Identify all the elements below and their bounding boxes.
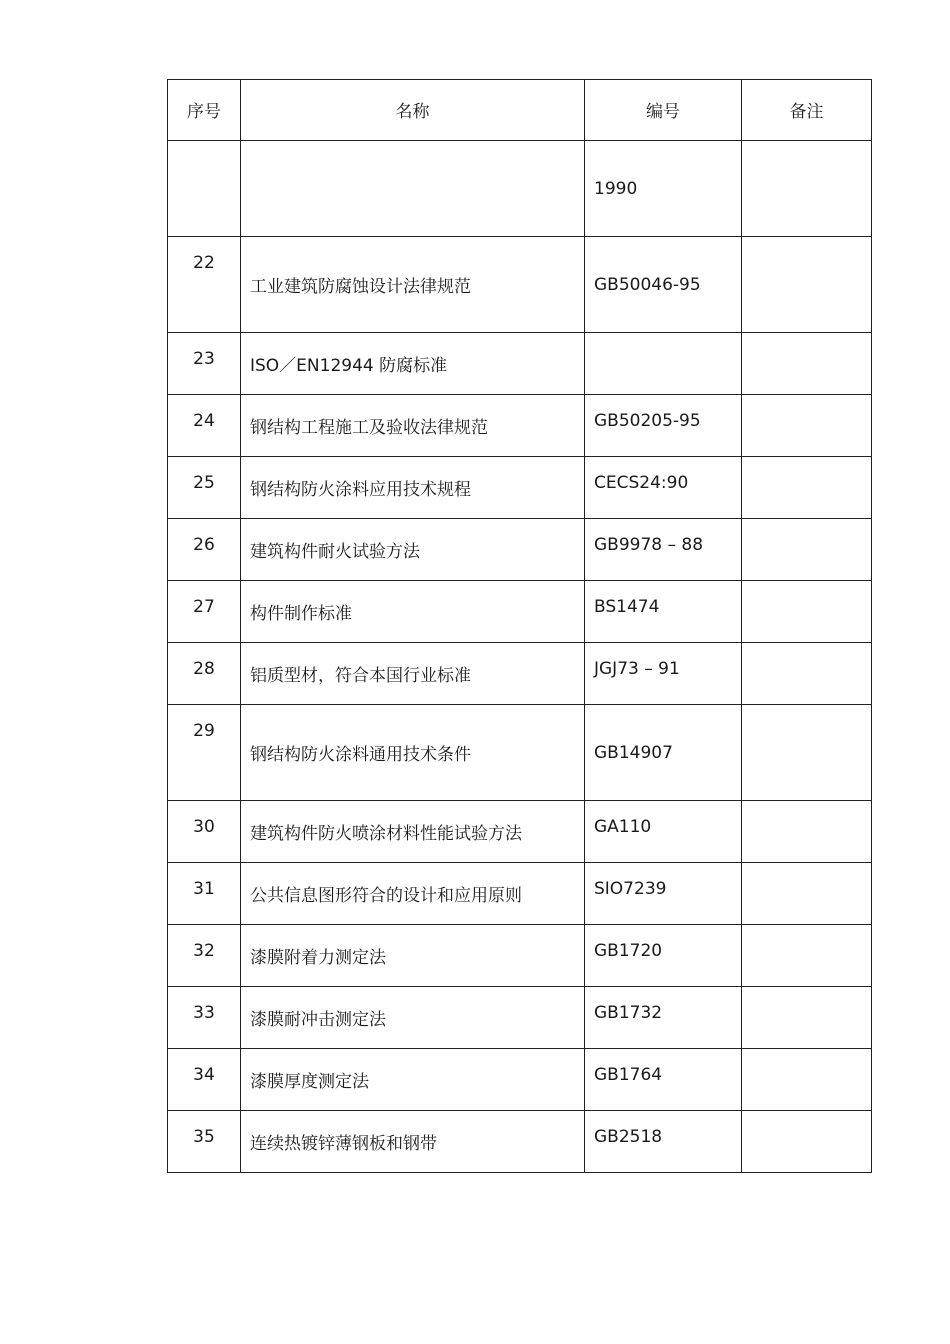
row-code: CECS24:90 (594, 473, 689, 493)
row-no: 30 (193, 817, 215, 837)
table-row (168, 705, 872, 801)
table-row (168, 395, 872, 457)
row-no: 35 (193, 1127, 215, 1147)
header-name: 名称 (241, 80, 585, 141)
row-name: 钢结构防火涂料应用技术规程 (250, 480, 471, 500)
row-name: 铝质型材，符合本国行业标准 (250, 666, 471, 686)
row-no: 22 (193, 253, 215, 273)
row-code: GB14907 (594, 743, 673, 763)
row-no: 33 (193, 1003, 215, 1023)
row-no: 25 (193, 473, 215, 493)
row-no: 34 (193, 1065, 215, 1085)
row-code: GB50046-95 (594, 275, 701, 295)
row-no: 32 (193, 941, 215, 961)
row-name: 建筑构件防火喷涂材料性能试验方法 (250, 824, 522, 844)
row-code: GB9978 – 88 (594, 535, 704, 555)
row-code: BS1474 (594, 597, 660, 617)
row-code: GA110 (594, 817, 652, 837)
row-no: 23 (193, 349, 215, 369)
row-name: 建筑构件耐火试验方法 (250, 542, 420, 562)
table-row (168, 801, 872, 863)
table-row (168, 519, 872, 581)
row-name: 漆膜厚度测定法 (250, 1072, 369, 1092)
row-code: JGJ73 – 91 (594, 659, 680, 679)
row-no: 28 (193, 659, 215, 679)
row-code: 1990 (594, 179, 638, 199)
standards-table (167, 79, 872, 1173)
row-no: 24 (193, 411, 215, 431)
row-no: 29 (193, 721, 215, 741)
row-name: 工业建筑防腐蚀设计法律规范 (250, 277, 471, 297)
row-name: 漆膜耐冲击测定法 (250, 1010, 386, 1030)
row-name: 钢结构工程施工及验收法律规范 (250, 418, 488, 438)
row-code: GB1720 (594, 941, 663, 961)
row-no: 27 (193, 597, 215, 617)
table-row (168, 141, 872, 237)
table-row (168, 1049, 872, 1111)
table-row (168, 1111, 872, 1173)
table-header-row (168, 80, 872, 141)
header-no: 序号 (168, 80, 241, 141)
table-row (168, 333, 872, 395)
table-row (168, 643, 872, 705)
row-no: 31 (193, 879, 215, 899)
row-name: 漆膜附着力测定法 (250, 948, 386, 968)
table-row (168, 237, 872, 333)
row-name: 连续热镀锌薄钢板和钢带 (250, 1134, 437, 1154)
row-code: GB50205-95 (594, 411, 701, 431)
row-name: 钢结构防火涂料通用技术条件 (250, 745, 471, 765)
table-row (168, 457, 872, 519)
row-name: 公共信息图形符合的设计和应用原则 (250, 886, 522, 906)
table-row (168, 581, 872, 643)
header-note: 备注 (742, 80, 872, 141)
row-code: GB1732 (594, 1003, 663, 1023)
row-code (585, 333, 741, 349)
row-code: SIO7239 (594, 879, 667, 899)
table-row (168, 925, 872, 987)
row-name: 构件制作标准 (250, 604, 352, 624)
row-name: ISO／EN12944 防腐标准 (250, 356, 448, 376)
table-row (168, 863, 872, 925)
row-no: 26 (193, 535, 215, 555)
row-name (241, 141, 584, 176)
header-code: 编号 (585, 80, 742, 141)
table-row (168, 987, 872, 1049)
row-code: GB1764 (594, 1065, 663, 1085)
row-code: GB2518 (594, 1127, 663, 1147)
row-no (168, 141, 240, 157)
